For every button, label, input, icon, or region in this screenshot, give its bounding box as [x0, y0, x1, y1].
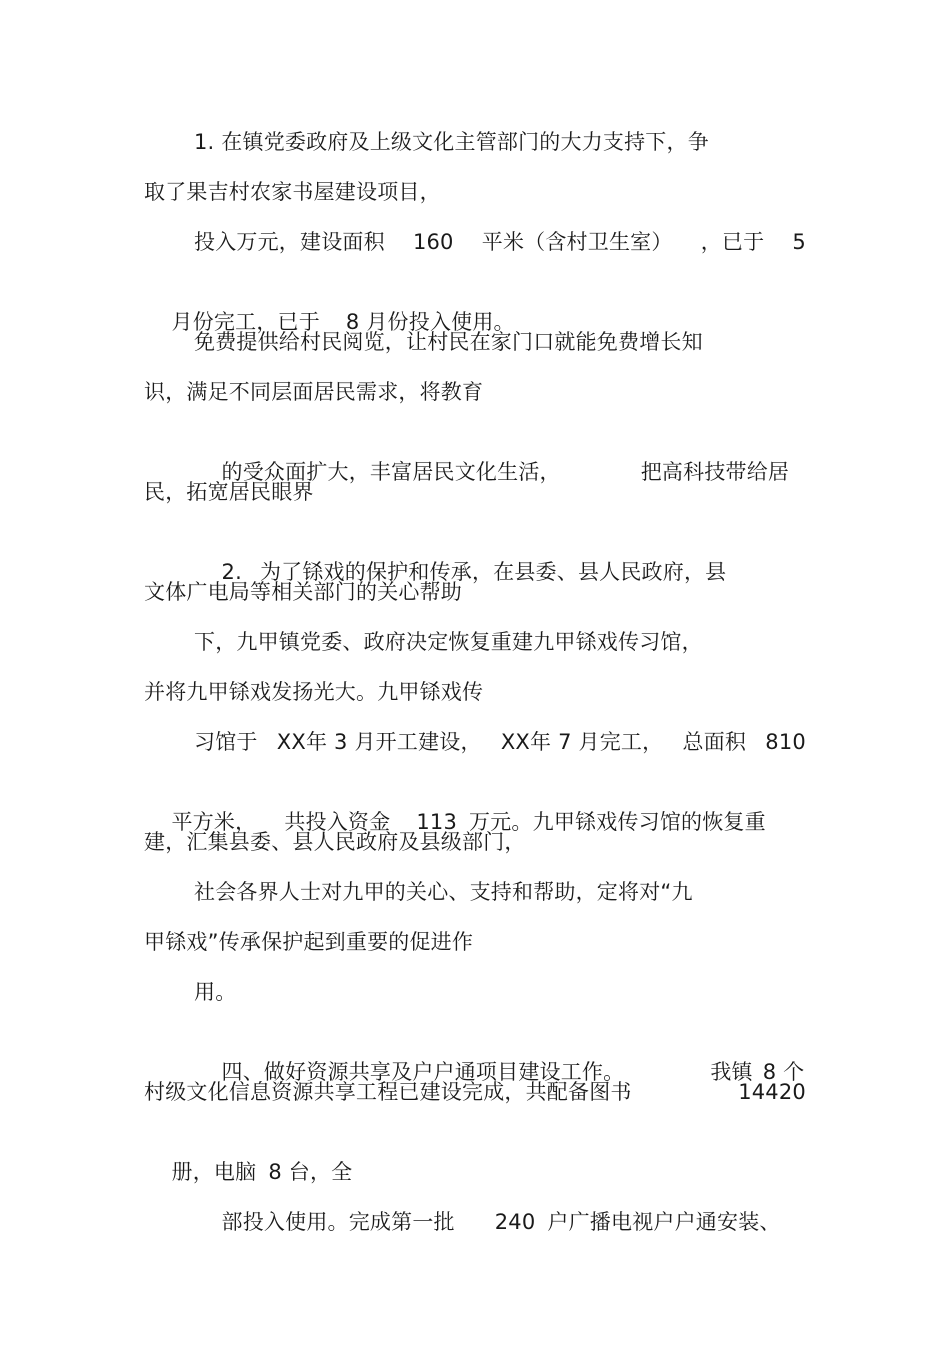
text-segment: 为了铩戏的保护和传承，在县委、县人民政府，县	[259, 560, 727, 584]
text-segment: 2.	[221, 560, 242, 584]
text-segment: 平米（含村卫生室）	[481, 230, 673, 254]
text-segment: 部投入使用。完成第一批	[221, 1210, 455, 1234]
text-line-11: 下，九甲镇党委、政府决定恢复重建九甲铩戏传习馆，	[194, 630, 703, 654]
text-segment: 14420	[738, 1080, 806, 1104]
text-segment: 万元。九甲铩戏传习馆的恢复重	[469, 810, 766, 834]
text-segment: 113	[416, 810, 458, 834]
text-segment: 的受众面扩大，丰富居民文化生活，	[221, 460, 561, 484]
text-segment: 160	[412, 230, 454, 254]
text-segment: 8 台，全	[268, 1160, 353, 1184]
text-line-2: 取了果吉村农家书屋建设项目，	[144, 180, 441, 204]
text-segment: 8 个	[762, 1060, 805, 1084]
text-line-16: 社会各界人士对九甲的关心、支持和帮助，定将对“九	[194, 880, 693, 904]
text-line-13	[194, 727, 806, 757]
text-segment: 共投入资金	[284, 810, 391, 834]
text-line-15: 建，汇集县委、县人民政府及县级部门，	[144, 830, 526, 854]
text-line-22	[194, 1177, 781, 1267]
text-segment: 四、做好资源共享及户户通项目建设工作。	[221, 1060, 625, 1084]
text-line-3	[194, 227, 806, 257]
text-segment: 810	[765, 730, 806, 754]
text-line-5: 免费提供给村民阅览，让村民在家门口就能免费增长知	[194, 330, 703, 354]
text-line-6: 识，满足不同层面居民需求，将教育	[144, 380, 484, 404]
text-segment: 5	[792, 230, 806, 254]
text-line-8: 民，拓宽居民眼界	[144, 480, 314, 504]
text-segment: 户广播电视户户通安装、	[547, 1210, 781, 1234]
text-segment: 月份完工，已于	[171, 310, 320, 334]
text-line-18: 用。	[194, 980, 237, 1004]
text-segment: 村级文化信息资源共享工程已建设完成，共配备图书	[144, 1080, 632, 1104]
text-segment: XX年 3 月开工建设，	[276, 730, 482, 754]
text-segment: XX年 7 月完工，	[500, 730, 664, 754]
text-line-1: 1. 在镇党委政府及上级文化主管部门的大力支持下，争	[194, 130, 709, 154]
text-line-20	[144, 1077, 806, 1107]
text-segment: ，已于	[700, 230, 765, 254]
text-line-17: 甲铩戏”传承保护起到重要的促进作	[144, 930, 474, 954]
text-segment: 总面积	[682, 730, 747, 754]
text-segment: 我镇	[710, 1060, 753, 1084]
text-line-10: 文体广电局等相关部门的关心帮助	[144, 580, 462, 604]
text-segment: 240	[494, 1210, 536, 1234]
text-segment: 把高科技带给居	[640, 460, 790, 484]
text-segment: 平方米，	[171, 810, 257, 834]
text-segment: 册，电脑	[171, 1160, 257, 1184]
text-segment: 习馆于	[194, 730, 258, 754]
text-segment: 投入万元，建设面积	[194, 230, 385, 254]
text-segment: 8 月份投入使用。	[345, 310, 515, 334]
text-line-12: 并将九甲铩戏发扬光大。九甲铩戏传	[144, 680, 484, 704]
